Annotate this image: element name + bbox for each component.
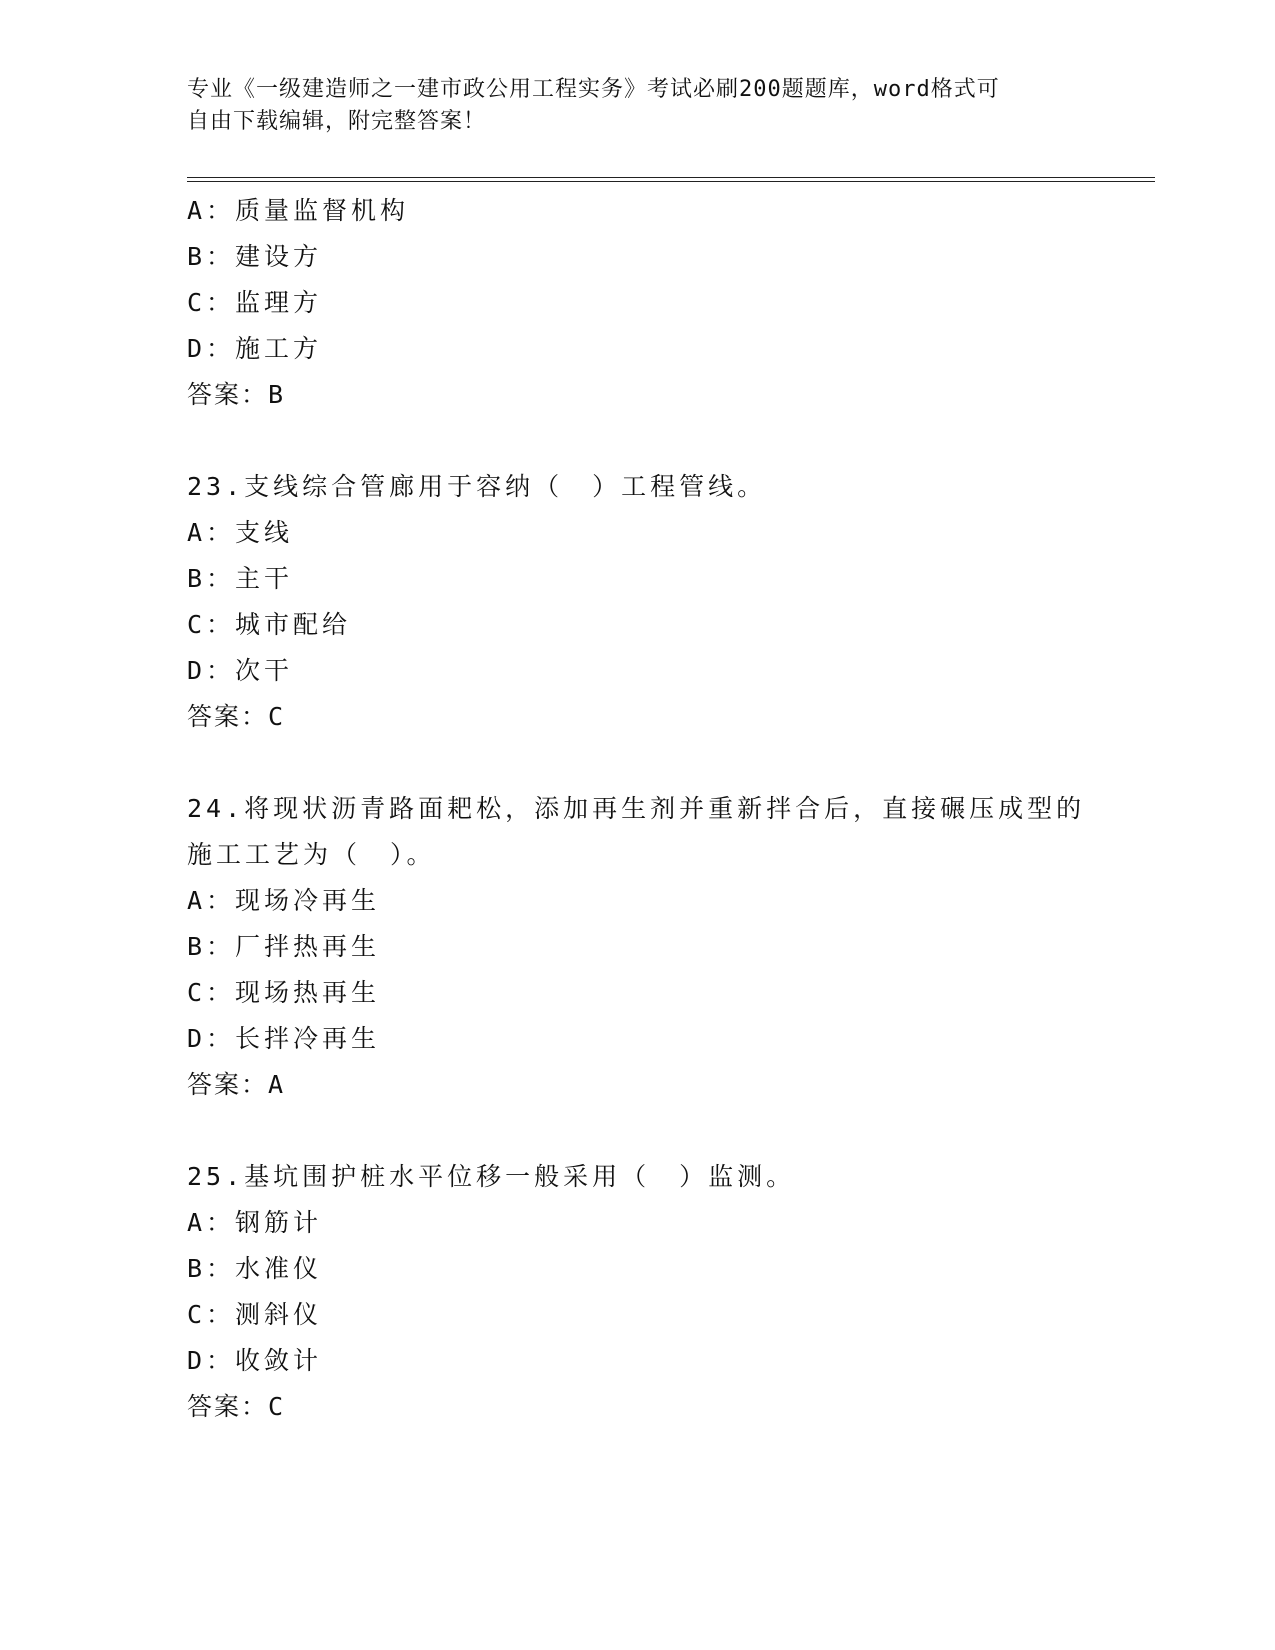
option-a: A：质量监督机构 <box>187 196 410 225</box>
answer: 答案：C <box>187 702 286 731</box>
option-b: B：建设方 <box>187 242 323 271</box>
answer: 答案：A <box>187 1070 286 1099</box>
option-c: C：监理方 <box>187 288 323 317</box>
question-24 <box>187 786 1107 1108</box>
option-c: C：现场热再生 <box>187 978 381 1007</box>
option-c: C：测斜仪 <box>187 1300 323 1329</box>
question-stem-line-2: 施工工艺为（ ）。 <box>187 840 436 869</box>
option-d: D：次干 <box>187 656 294 685</box>
option-c: C：城市配给 <box>187 610 352 639</box>
question-25 <box>187 1154 1107 1430</box>
option-a: A：钢筋计 <box>187 1208 323 1237</box>
question-stem: 23.支线综合管廊用于容纳（ ）工程管线。 <box>187 472 767 501</box>
question-list <box>187 188 1107 1430</box>
answer: 答案：C <box>187 1392 286 1421</box>
question-23 <box>187 464 1107 740</box>
question-22 <box>187 188 1107 418</box>
option-d: D：施工方 <box>187 334 323 363</box>
option-a: A：现场冷再生 <box>187 886 381 915</box>
header-line-1: 专业《一级建造师之一建市政公用工程实务》考试必刷200题题库，word格式可 <box>187 77 1000 102</box>
option-b: B：水准仪 <box>187 1254 323 1283</box>
header-divider <box>187 177 1155 182</box>
option-b: B：厂拌热再生 <box>187 932 381 961</box>
question-stem-line-1: 24.将现状沥青路面耙松，添加再生剂并重新拌合后，直接碾压成型的 <box>187 794 1086 823</box>
option-d: D：收敛计 <box>187 1346 323 1375</box>
option-a: A：支线 <box>187 518 294 547</box>
answer: 答案：B <box>187 380 286 409</box>
header-line-2: 自由下载编辑，附完整答案！ <box>187 109 487 134</box>
option-d: D：长拌冷再生 <box>187 1024 381 1053</box>
document-header <box>187 74 1087 138</box>
question-stem: 25.基坑围护桩水平位移一般采用（ ）监测。 <box>187 1162 796 1191</box>
option-b: B：主干 <box>187 564 294 593</box>
